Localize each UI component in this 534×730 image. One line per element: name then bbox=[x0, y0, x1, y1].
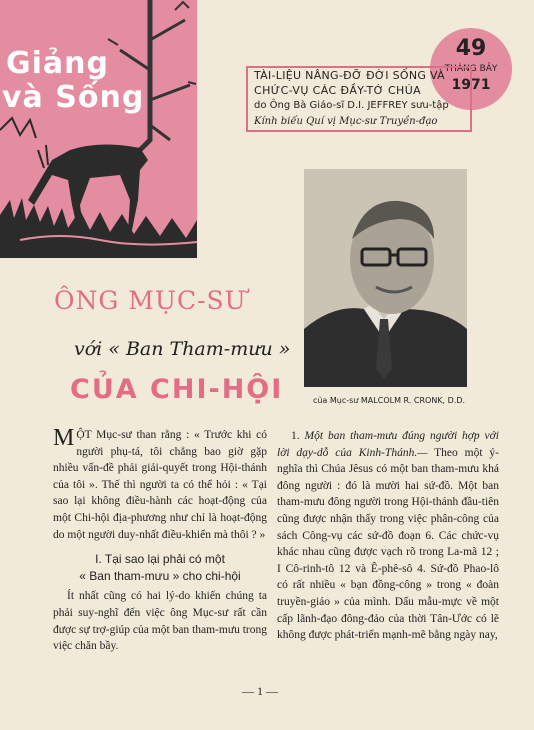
section-paragraph: Ít nhất cũng có hai lý-do khiến chúng ta phải suy-nghĩ đến việc ông Mục-sư rất cần được sự trợ-giúp của một ban tham-mưu trong việc chăn bầy. bbox=[53, 590, 267, 653]
article-title-line3: CỦA CHI-HỘI bbox=[70, 374, 284, 405]
point-paragraph bbox=[277, 428, 499, 644]
issue-number: 49 bbox=[455, 36, 487, 61]
masthead-title-line1: Giảng bbox=[6, 46, 109, 81]
right-column bbox=[277, 428, 499, 644]
portrait-illustration bbox=[304, 169, 467, 387]
section-heading bbox=[53, 551, 267, 584]
info-line4: Kính biếu Quí vị Mục-sư Truyền-đạo bbox=[254, 116, 438, 127]
intro-paragraph bbox=[53, 427, 267, 543]
article-title-line1: ÔNG MỤC-SƯ bbox=[54, 286, 247, 315]
point-text: Theo một ý-nghĩa thì Chúa Jêsus có một ban tham-mưu khá đông người : đó là mười hai sứ-đồ. Một ban tham-mưu đông người trong Hội-thánh đầu-tiên cũng được nhận thấy trong việc phân-công của sách Công-vụ các sứ-đồ đoạn 6. Các chức-vụ khác nhau cũng được vạch rõ trong La-mã 12 ; I Cô-rinh-tô 12 và Ê-phê-sô 4. Sứ-đồ Phao-lô có rất nhiều « bạn đồng-công » trong « đoàn truyền-giáo » của mình. Dấu mẫu-mực về một cấp lãnh-đạo đông-đảo của thời Tân-Ước có lẽ không được phát-triển mạnh-mẽ bằng ngày nay, bbox=[277, 446, 499, 642]
article-title-line2: với « Ban Tham-mưu » bbox=[74, 338, 291, 360]
intro-text: ỘT Mục-sư than rằng : « Trước khi có người phụ-tá, tôi chẳng bao giờ gặp nhiều vấn-đề phải giải-quyết trong Hội-thánh của tôi ». Thế thì người ta có thể hỏi : « Tại sao lại không điều-hành các hoạt-động của một Chi-hội địa-phương như chỉ là hoạt-động do một người duy-nhất điều-khiển mà thôi ? » bbox=[53, 429, 267, 541]
photo-caption: của Mục-sư MALCOLM R. CRONK, D.D. bbox=[312, 396, 466, 405]
drop-cap: M bbox=[53, 425, 75, 451]
point-label: 1. bbox=[291, 430, 300, 442]
author-photo bbox=[304, 169, 467, 387]
deer-illustration bbox=[0, 0, 197, 258]
section-heading-line2: « Ban tham-mưu » cho chi-hội bbox=[79, 568, 241, 583]
issue-month: THÁNG BẢY bbox=[444, 64, 498, 74]
masthead-title-line2: và Sống bbox=[2, 80, 145, 115]
page-number: — 1 — bbox=[242, 684, 278, 698]
info-line1: TÀI-LIỆU NÂNG-ĐỠ ĐỜI SỐNG VÀ bbox=[254, 69, 445, 82]
masthead-art-block bbox=[0, 0, 197, 258]
info-line2: CHỨC-VỤ CÁC ĐẦY-TỚ CHÚA bbox=[254, 84, 422, 97]
left-column bbox=[53, 427, 267, 655]
section-heading-line1: I. Tại sao lại phải có một bbox=[95, 552, 225, 567]
issue-year: 1971 bbox=[451, 77, 491, 93]
point-heading: Một ban tham-mưu đúng người hợp với lời dạy-dỗ của Kinh-Thánh.— bbox=[277, 430, 499, 459]
info-line3: do Ông Bà Giáo-sĩ D.I. JEFFREY sưu-tập bbox=[254, 100, 449, 111]
